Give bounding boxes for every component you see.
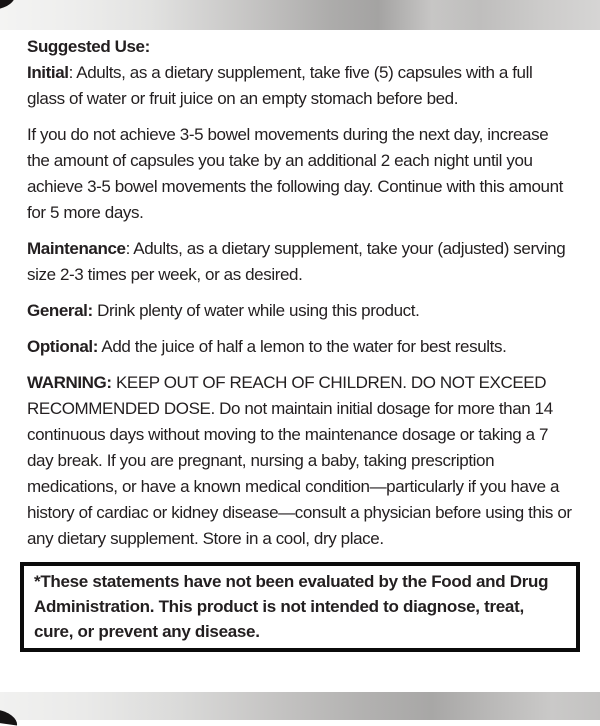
initial-dosage-paragraph (27, 60, 573, 112)
general-lead-label: General: (27, 301, 93, 320)
warning-lead-label: WARNING: (27, 373, 112, 392)
initial-paragraph-text: : Adults, as a dietary supplement, take five (5) capsules with a full glass of water or fruit juice on an empty stomach before bed. (27, 63, 533, 108)
metallic-foil-strip-bottom (0, 692, 600, 720)
general-paragraph-text: Drink plenty of water while using this product. (92, 301, 420, 320)
optional-paragraph-text: Add the juice of half a lemon to the water for best results. (98, 337, 507, 356)
metallic-foil-strip-top (0, 0, 600, 30)
fda-disclaimer-box (20, 562, 580, 652)
optional-paragraph (27, 334, 573, 360)
general-paragraph (27, 298, 573, 324)
adjustment-paragraph-text: If you do not achieve 3-5 bowel movements during the next day, increase the amount of capsules you take by an additional 2 each night until you achieve 3-5 bowel movements the following day. Continue with this amount for 5 more days. (27, 125, 563, 222)
suggested-use-heading: Suggested Use: (27, 37, 150, 56)
fda-disclaimer-text: *These statements have not been evaluated by the Food and Drug Administration. This product is not intended to diagnose, treat, cure, or prevent any disease. (34, 572, 549, 641)
warning-paragraph-text: KEEP OUT OF REACH OF CHILDREN. DO NOT EXCEED RECOMMENDED DOSE. Do not maintain initial dosage for more than 14 continuous days without moving to the maintenance dosage or taking a 7 day break. If you are pregnant, nursing a baby, taking prescription medications, or have a known medical condition—particularly if you have a history of cardiac or kidney disease—consult a physician before using this or any dietary supplement. Store in a cool, dry place. (27, 373, 572, 548)
maintenance-paragraph (27, 236, 573, 288)
initial-lead-label: Initial (27, 63, 69, 82)
adjustment-paragraph (27, 122, 573, 226)
maintenance-paragraph-text: : Adults, as a dietary supplement, take your (adjusted) serving size 2-3 times per week, or as desired. (27, 239, 566, 284)
warning-paragraph (27, 370, 573, 552)
suggested-use-panel (0, 30, 600, 652)
maintenance-lead-label: Maintenance (27, 239, 126, 258)
optional-lead-label: Optional: (27, 337, 98, 356)
